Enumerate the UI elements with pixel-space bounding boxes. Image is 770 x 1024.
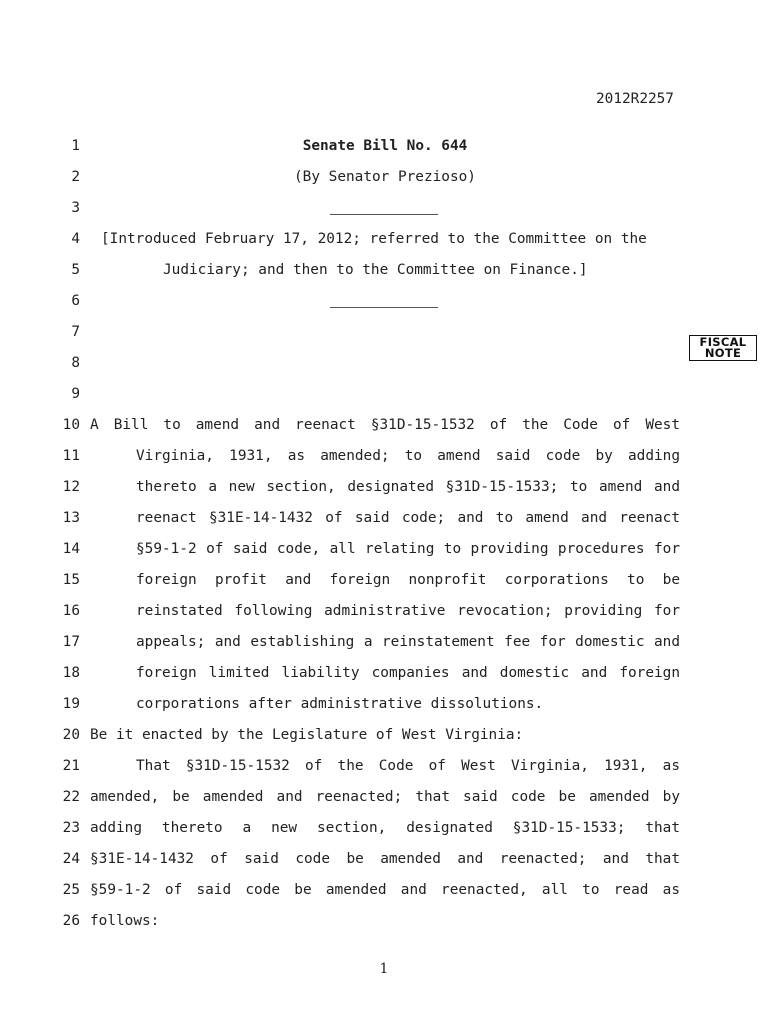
body-line: foreign limited liability companies and domestic and foreign (136, 665, 680, 681)
line-number: 9 (71, 386, 80, 402)
introduced-line: [Introduced February 17, 2012; referred to the Committee on the (101, 231, 647, 247)
body-line: amended, be amended and reenacted; that said code be amended by (90, 789, 680, 805)
line-number: 25 (62, 882, 80, 898)
body-line: §59-1-2 of said code be amended and reenacted, all to read as (90, 882, 680, 898)
sponsor: (By Senator Prezioso) (294, 169, 476, 185)
line-number: 16 (62, 603, 80, 619)
body-line: §59-1-2 of said code, all relating to providing procedures for (136, 541, 680, 557)
document-id: 2012R2257 (596, 91, 674, 107)
line-number: 17 (62, 634, 80, 650)
line-number: 24 (62, 851, 80, 867)
body-line: reinstated following administrative revocation; providing for (136, 603, 680, 619)
bill-title: Senate Bill No. 644 (302, 138, 468, 154)
line-number: 23 (62, 820, 80, 836)
line-number: 11 (62, 448, 80, 464)
body-line: adding thereto a new section, designated §31D-15-1533; that (90, 820, 680, 836)
body-line: appeals; and establishing a reinstatement fee for domestic and (136, 634, 680, 650)
line-number: 22 (62, 789, 80, 805)
body-line: foreign profit and foreign nonprofit corporations to be (136, 572, 680, 588)
line-number: 4 (71, 231, 80, 247)
line-number: 3 (71, 200, 80, 216)
line-number: 8 (71, 355, 80, 371)
body-line: §31E-14-1432 of said code be amended and reenacted; and that (90, 851, 680, 867)
line-number: 2 (71, 169, 80, 185)
line-number: 5 (71, 262, 80, 278)
line-number: 12 (62, 479, 80, 495)
line-number: 6 (71, 293, 80, 309)
divider (330, 214, 438, 215)
body-line: A Bill to amend and reenact §31D-15-1532 of the Code of West (90, 417, 680, 433)
line-number: 21 (62, 758, 80, 774)
divider (330, 307, 438, 308)
line-number: 13 (62, 510, 80, 526)
body-line: reenact §31E-14-1432 of said code; and to amend and reenact (136, 510, 680, 526)
body-line: thereto a new section, designated §31D-15-1533; to amend and (136, 479, 680, 495)
line-number: 14 (62, 541, 80, 557)
introduced-line: Judiciary; and then to the Committee on Finance.] (163, 262, 588, 278)
line-number: 7 (71, 324, 80, 340)
body-line: Be it enacted by the Legislature of West Virginia: (90, 727, 524, 743)
body-line: follows: (90, 913, 160, 929)
line-number: 20 (62, 727, 80, 743)
fiscal-note-stamp: FISCAL NOTE (689, 335, 757, 361)
line-number: 18 (62, 665, 80, 681)
line-number: 1 (71, 138, 80, 154)
body-line: That §31D-15-1532 of the Code of West Virginia, 1931, as (136, 758, 680, 774)
line-number: 26 (62, 913, 80, 929)
line-number: 19 (62, 696, 80, 712)
line-number: 15 (62, 572, 80, 588)
body-line: Virginia, 1931, as amended; to amend said code by adding (136, 448, 680, 464)
page-number: 1 (379, 961, 389, 977)
line-number: 10 (62, 417, 80, 433)
body-line: corporations after administrative dissolutions. (136, 696, 544, 712)
